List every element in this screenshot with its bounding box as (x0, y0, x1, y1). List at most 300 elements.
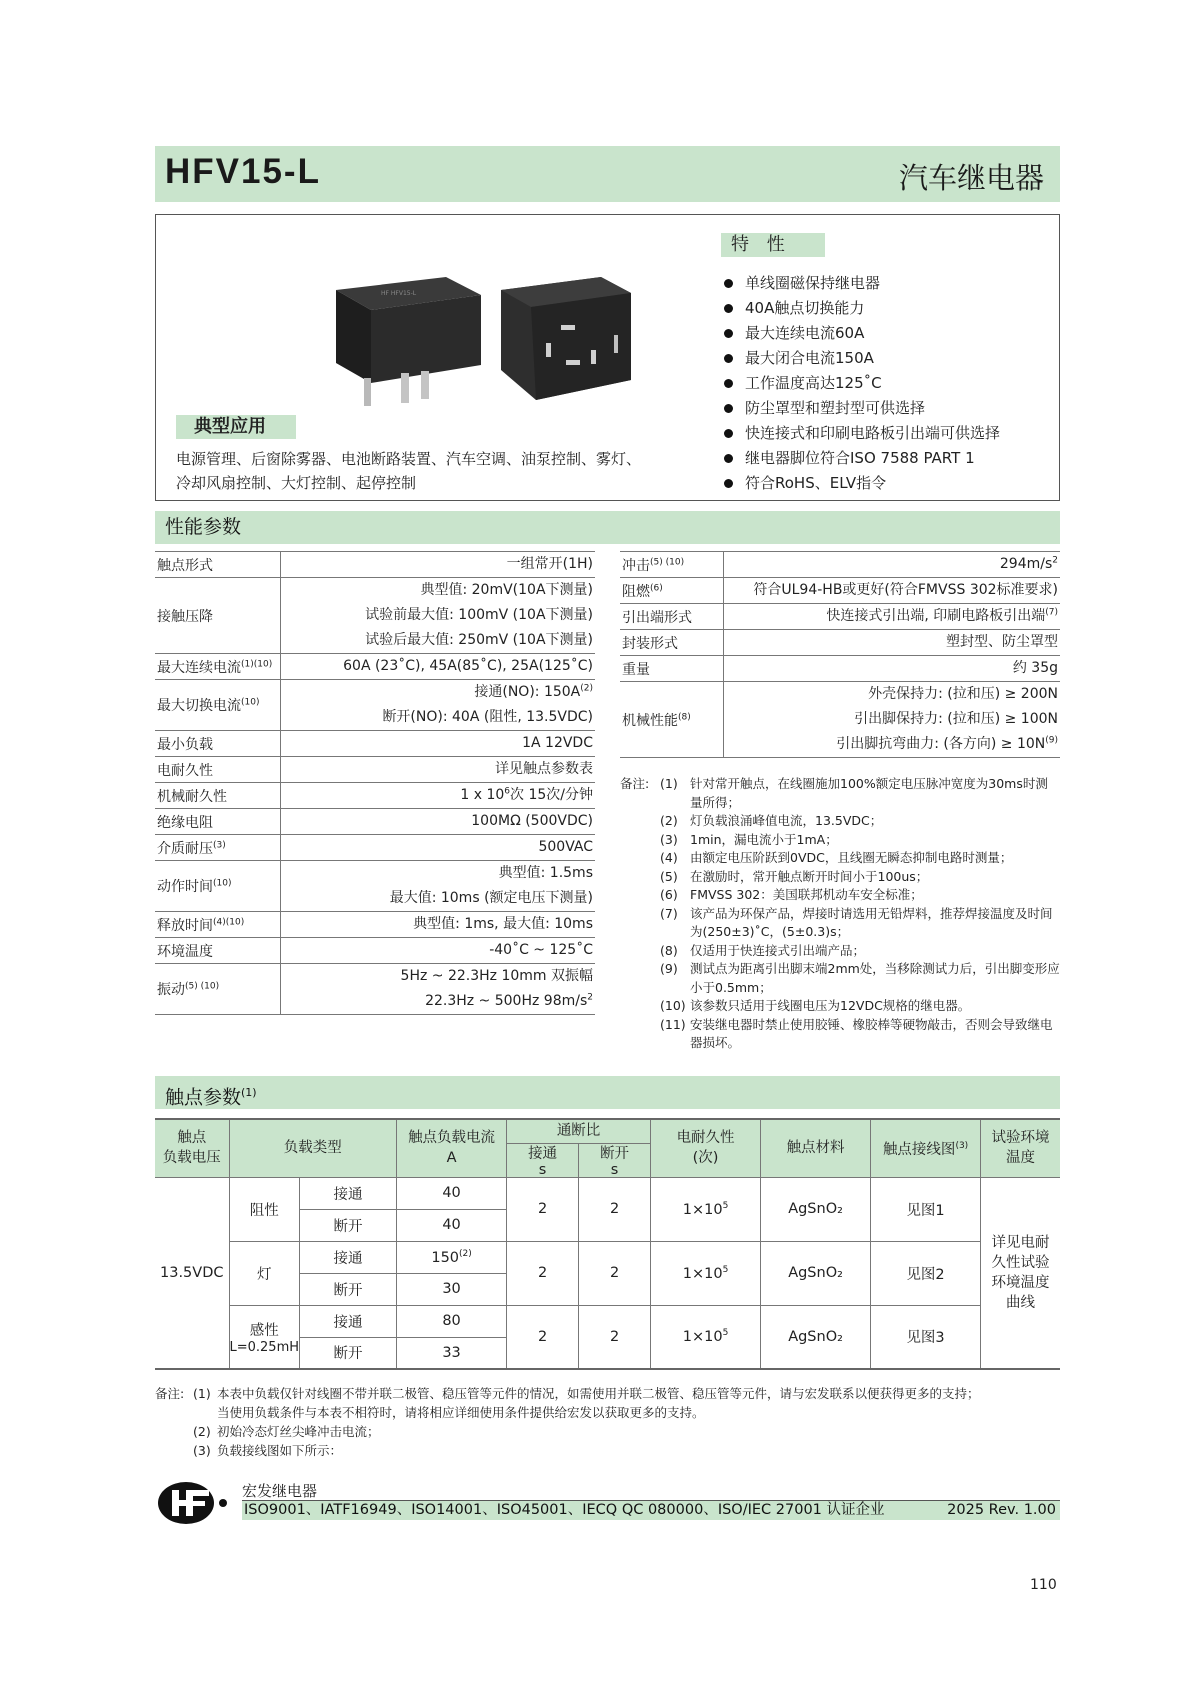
section-contact (155, 1076, 1060, 1109)
contact-material: AgSnO₂ (761, 1305, 871, 1369)
perf-label-text: 封装形式 (622, 635, 678, 652)
contact-material: AgSnO₂ (761, 1177, 871, 1241)
perf-value-text: 一组常开(1H) (506, 556, 593, 572)
perf-value-line (283, 603, 594, 628)
perf-label-sup: (5) (10) (650, 556, 685, 567)
note-number (193, 1403, 217, 1422)
endurance (651, 1241, 761, 1305)
on-label: 接通 (300, 1241, 397, 1273)
perf-value-text: 快连接式引出端, 印刷电路板引出端 (826, 608, 1046, 624)
feature-text: 最大连续电流60A (745, 324, 865, 342)
note-item (620, 960, 1060, 997)
note-number: (9) (660, 961, 678, 976)
perf-row (620, 682, 1060, 758)
note-number: (1) (193, 1386, 211, 1401)
contact-row (155, 1305, 1060, 1337)
perf-row (155, 835, 595, 861)
perf-value-text: 试验后最大值: 250mV (10A下测量) (365, 632, 593, 648)
perf-label-text: 介质耐压 (157, 840, 213, 857)
note-prefix (620, 886, 660, 905)
perf-label (155, 731, 280, 757)
temp-note-line: 环境温度 (991, 1274, 1050, 1291)
perf-row (155, 912, 595, 938)
perf-value (280, 654, 595, 680)
perf-value-text: 500VAC (538, 839, 593, 855)
perf-label-text: 触点形式 (157, 557, 213, 574)
contact-row (155, 1241, 1060, 1273)
note-prefix (620, 868, 660, 887)
perf-value-line (283, 731, 594, 756)
note-item (620, 775, 1060, 812)
load-type (229, 1177, 300, 1241)
perf-row (155, 938, 595, 964)
on-current-sup: (2) (459, 1248, 472, 1259)
applications-line: 电源管理、后窗除雾器、电池断路装置、汽车空调、油泵控制、雾灯、 (176, 450, 642, 468)
perf-label (620, 578, 723, 604)
off-current: 40 (397, 1209, 507, 1241)
overview-box (155, 214, 1060, 501)
perf-value-line (283, 861, 594, 886)
note-prefix: 备注: (155, 1386, 185, 1401)
on-current-text: 80 (442, 1313, 461, 1329)
perf-label-text: 释放时间 (157, 917, 213, 934)
note-text: 初始冷态灯丝尖峰冲击电流； (217, 1424, 380, 1439)
off-label: 断开 (300, 1209, 397, 1241)
off-current: 33 (397, 1337, 507, 1369)
perf-label-text: 引出端形式 (622, 609, 692, 626)
perf-label-text: 机械耐久性 (157, 788, 227, 805)
endurance-text: 1×10 (682, 1329, 723, 1346)
note-prefix (620, 960, 660, 997)
perf-value-text: 22.3Hz ~ 500Hz 98m/s (425, 993, 588, 1009)
perf-value-sup: (9) (1045, 735, 1058, 746)
perf-value-text: 引出脚保持力: (拉和压) ≥ 100N (854, 711, 1058, 727)
perf-label-sup: (3) (213, 839, 226, 850)
perf-label-sup: (5) (10) (185, 981, 220, 992)
on-label: 接通 (300, 1305, 397, 1337)
perf-value-line (283, 680, 594, 705)
perf-row (155, 654, 595, 680)
perf-label (155, 654, 280, 680)
note-prefix (620, 812, 660, 831)
perf-value (280, 861, 595, 912)
bullet-icon (724, 279, 733, 288)
perf-value-text: 引出脚抗弯曲力: (各方向) ≥ 10N (836, 736, 1046, 752)
perf-row (155, 680, 595, 731)
perf-label (155, 552, 280, 578)
relay-photo (331, 265, 631, 410)
note-prefix (620, 1016, 660, 1053)
note-number: (8) (660, 942, 678, 958)
feature-text: 快连接式和印刷电路板引出端可供选择 (745, 424, 1001, 442)
header-ratio: 通断比 (507, 1119, 651, 1143)
on-time: 2 (507, 1177, 579, 1241)
perf-label-sup: (8) (678, 711, 691, 722)
perf-value-sup: (2) (580, 683, 593, 694)
perf-value (723, 578, 1060, 604)
endurance-text: 1×10 (682, 1201, 723, 1218)
on-current-text: 150 (431, 1249, 460, 1266)
perf-value-line (283, 989, 594, 1014)
perf-value-text: 符合UL94-HB或更好(符合FMVSS 302标准要求) (753, 582, 1058, 598)
perf-label (155, 783, 280, 809)
header-load-type: 负载类型 (229, 1119, 397, 1177)
note-number: (2) (660, 813, 678, 828)
temp-note-line: 详见电耐 (991, 1234, 1050, 1251)
note-text: 该产品为环保产品，焊接时请选用无铅焊料，推荐焊接温度及时间为(250±3)˚C，(5±0.3)s； (690, 905, 1053, 939)
header-endurance: 电耐久性 (次) (651, 1119, 761, 1177)
contact-notes (155, 1384, 1060, 1460)
perf-value-line (726, 656, 1059, 681)
feature-text: 工作温度高达125˚C (745, 374, 882, 392)
revision: 2025 Rev. 1.00 (947, 1502, 1056, 1518)
note-text: 仅适用于快连接式引出端产品； (690, 942, 866, 958)
wiring-diagram: 见图3 (871, 1305, 981, 1369)
off-time: 2 (579, 1305, 651, 1369)
note-item (620, 997, 1060, 1016)
perf-label (155, 680, 280, 731)
hf-logo-icon (156, 1480, 232, 1526)
perf-value (280, 578, 595, 654)
perf-label (155, 938, 280, 964)
perf-row (620, 604, 1060, 630)
perf-value-sup: 2 (1052, 555, 1058, 566)
perf-row (155, 731, 595, 757)
perf-value (280, 912, 595, 938)
contact-material: AgSnO₂ (761, 1241, 871, 1305)
perf-label (155, 964, 280, 1015)
perf-value-line (283, 578, 594, 603)
on-time: 2 (507, 1305, 579, 1369)
perf-row (155, 783, 595, 809)
perf-label-text: 电耐久性 (157, 762, 213, 779)
on-current (397, 1177, 507, 1209)
perf-row (155, 578, 595, 654)
perf-value (280, 757, 595, 783)
features-list (721, 271, 1000, 496)
perf-label-text: 振动 (157, 982, 185, 998)
perf-value-line (283, 552, 594, 577)
perf-label-text: 机械性能 (622, 712, 678, 729)
perf-label-sup: (10) (241, 697, 260, 708)
contact-table (155, 1118, 1060, 1370)
note-item (620, 942, 1060, 961)
perf-label (620, 656, 723, 682)
wiring-diagram: 见图2 (871, 1241, 981, 1305)
note-item (620, 831, 1060, 850)
perf-value-text: 塑封型、防尘罩型 (946, 634, 1058, 650)
header-on: 接通 s (507, 1143, 579, 1177)
perf-value (280, 731, 595, 757)
load-type-text: 阻性 (249, 1202, 279, 1219)
perf-value-text: 外壳保持力: (拉和压) ≥ 200N (868, 686, 1058, 702)
perf-value-line (726, 552, 1059, 577)
perf-label (155, 912, 280, 938)
note-text: 由额定电压阶跃到0VDC，且线圈无瞬态抑制电路时测量； (690, 850, 1013, 865)
note-text: FMVSS 302：美国联邦机动车安全标准； (690, 887, 923, 902)
note-item (155, 1422, 1060, 1441)
note-text: 测试点为距离引出脚末端2mm处，当移除测试力后，引出脚变形应小于0.5mm； (690, 961, 1060, 995)
note-text: 在激励时，常开触点断开时间小于100us； (690, 868, 929, 884)
perf-label-text: 环境温度 (157, 943, 213, 960)
perf-value-text: 1A 12VDC (522, 735, 593, 751)
bullet-icon (724, 404, 733, 413)
perf-label-text: 冲击 (622, 557, 650, 574)
off-label: 断开 (300, 1337, 397, 1369)
perf-value-line (283, 654, 594, 679)
feature-text: 40A触点切换能力 (745, 299, 865, 317)
note-number: (10) (660, 998, 686, 1013)
note-item (620, 905, 1060, 942)
header-current: 触点负载电流 A (397, 1119, 507, 1177)
off-time: 2 (579, 1177, 651, 1241)
header-temp: 试验环境 温度 (981, 1119, 1060, 1177)
feature-text: 防尘罩型和塑封型可供选择 (745, 399, 926, 417)
perf-value-text: 典型值: 1.5ms (498, 865, 593, 881)
perf-value-text: 100MΩ (500VDC) (471, 813, 593, 829)
perf-value-line (283, 964, 594, 989)
perf-value-line (726, 604, 1059, 629)
endurance (651, 1177, 761, 1241)
perf-value-text: 接通(NO): 150A (474, 684, 581, 700)
section-title: 性能参数 (165, 516, 242, 538)
note-text: 安装继电器时禁止使用胶锤、橡胶棒等硬物敲击，否则会导致继电器损坏。 (690, 1016, 1053, 1050)
off-current: 30 (397, 1273, 507, 1305)
company-name: 宏发继电器 (242, 1482, 318, 1500)
header-material: 触点材料 (761, 1119, 871, 1177)
header-off: 断开 s (579, 1143, 651, 1177)
perf-label-sup: (1)(10) (241, 658, 273, 669)
note-prefix: 备注: (620, 776, 650, 791)
feature-item (721, 271, 1000, 296)
note-item (620, 886, 1060, 905)
temp-note-line: 久性试验 (991, 1254, 1050, 1271)
model-title: HFV15-L (165, 152, 321, 191)
load-type-text: 感性 (249, 1322, 279, 1339)
perf-row (155, 861, 595, 912)
perf-label-text: 最大连续电流 (157, 659, 241, 676)
cert-bar (242, 1500, 1060, 1520)
note-prefix (155, 1441, 193, 1460)
feature-item (721, 396, 1000, 421)
note-number: (3) (193, 1443, 211, 1458)
note-number: (1) (660, 776, 678, 791)
perf-value-sup: 2 (587, 992, 593, 1003)
feature-text: 符合RoHS、ELV指令 (745, 474, 887, 492)
perf-row (155, 757, 595, 783)
section-title-sup: (1) (241, 1086, 257, 1099)
note-item (620, 868, 1060, 887)
perf-value-sup: (7) (1045, 607, 1058, 618)
applications-text (176, 447, 676, 495)
on-time: 2 (507, 1241, 579, 1305)
perf-value-text: 5Hz ~ 22.3Hz 10mm 双振幅 (400, 968, 593, 984)
perf-row (620, 552, 1060, 578)
perf-value-text: 断开(NO): 40A (阻性, 13.5VDC) (382, 709, 593, 725)
perf-value-text: 60A (23˚C), 45A(85˚C), 25A(125˚C) (343, 658, 593, 674)
perf-value-line (283, 783, 594, 808)
perf-label (155, 578, 280, 654)
perf-value (280, 964, 595, 1015)
note-number: (3) (660, 831, 678, 847)
note-prefix (620, 831, 660, 850)
load-type-sub: L=0.25mH (229, 1339, 300, 1355)
section-title: 触点参数 (165, 1086, 242, 1109)
perf-label-text: 阻燃 (622, 583, 650, 600)
bullet-icon (724, 304, 733, 313)
bullet-icon (724, 379, 733, 388)
perf-row (155, 552, 595, 578)
perf-label (620, 604, 723, 630)
feature-item (721, 321, 1000, 346)
perf-value (280, 552, 595, 578)
perf-value (280, 809, 595, 835)
perf-value-line (726, 682, 1059, 707)
header-voltage: 触点 负载电压 (155, 1119, 229, 1177)
note-text: 1min，漏电流小于1mA； (690, 831, 838, 847)
perf-value-line (726, 732, 1059, 757)
on-current (397, 1305, 507, 1337)
endurance-sup: 5 (722, 1264, 729, 1275)
perf-value-text: 详见触点参数表 (495, 761, 593, 777)
note-prefix (620, 849, 660, 868)
perf-label (155, 835, 280, 861)
perf-value-text: -40˚C ~ 125˚C (489, 942, 593, 958)
note-number: (4) (660, 850, 678, 865)
perf-value-sup: 6 (504, 786, 511, 797)
certifications: ISO9001、IATF16949、ISO14001、ISO45001、IECQ QC 080000、ISO/IEC 27001 认证企业 (244, 1502, 885, 1518)
perf-value (723, 604, 1060, 630)
features-title: 特 性 (721, 233, 825, 257)
note-prefix (155, 1403, 193, 1422)
product-type: 汽车继电器 (898, 161, 1044, 195)
perf-value (723, 682, 1060, 758)
note-item (620, 1016, 1060, 1053)
perf-value (280, 938, 595, 964)
perf-label (620, 682, 723, 758)
perf-label-text: 最大切换电流 (157, 698, 241, 714)
contact-row (155, 1177, 1060, 1209)
perf-value-text: 典型值: 1ms, 最大值: 10ms (413, 916, 593, 932)
perf-row (620, 656, 1060, 682)
feature-text: 继电器脚位符合ISO 7588 PART 1 (745, 449, 975, 467)
feature-item (721, 371, 1000, 396)
temp-note-line: 曲线 (1006, 1294, 1036, 1311)
feature-item (721, 421, 1000, 446)
performance-table-right (620, 551, 1060, 758)
performance-table-left (155, 551, 595, 1015)
svg-text:HF HFV15-L: HF HFV15-L (381, 290, 417, 297)
perf-value-line (283, 705, 594, 730)
perf-row (155, 964, 595, 1015)
note-number: (7) (660, 905, 678, 921)
perf-label (620, 552, 723, 578)
note-number: (11) (660, 1016, 686, 1032)
perf-value (280, 680, 595, 731)
endurance-text: 1×10 (682, 1265, 723, 1282)
perf-label (155, 809, 280, 835)
feature-item (721, 471, 1000, 496)
note-text: 本表中负载仅针对线圈不带并联二极管、稳压管等元件的情况，如需使用并联二极管、稳压管等元件，请与宏发联系以便获得更多的支持； (217, 1386, 980, 1401)
perf-value-line (726, 630, 1059, 655)
off-label: 断开 (300, 1273, 397, 1305)
feature-item (721, 296, 1000, 321)
bullet-icon (724, 454, 733, 463)
note-number: (2) (193, 1424, 211, 1439)
perf-value (723, 630, 1060, 656)
perf-value-line (283, 757, 594, 782)
load-type-text: 灯 (257, 1266, 272, 1283)
temp-note (981, 1177, 1060, 1369)
note-item (155, 1384, 1060, 1403)
perf-value-text: 次 15次/分钟 (510, 787, 593, 803)
perf-value-text: 典型值: 20mV(10A下测量) (420, 582, 593, 598)
on-current (397, 1241, 507, 1273)
note-text: 负载接线图如下所示： (217, 1443, 343, 1458)
note-item (620, 812, 1060, 831)
perf-label-text: 重量 (622, 661, 650, 678)
perf-value-line (726, 707, 1059, 732)
feature-item (721, 346, 1000, 371)
perf-label (620, 630, 723, 656)
perf-value-text: 1 x 10 (460, 787, 505, 803)
perf-label-sup: (4)(10) (213, 916, 245, 927)
header-diagram: 触点接线图$^{(3)}$ (871, 1119, 981, 1177)
bullet-icon (724, 329, 733, 338)
perf-label (155, 757, 280, 783)
note-text: 灯负载浪涌峰值电流，13.5VDC； (690, 813, 883, 828)
perf-value-line (283, 835, 594, 860)
performance-notes (620, 775, 1060, 1053)
note-prefix (620, 997, 660, 1016)
perf-value-text: 试验前最大值: 100mV (10A下测量) (365, 607, 593, 623)
perf-label-sup: (6) (650, 582, 663, 593)
section-performance (155, 511, 1060, 544)
perf-value (723, 656, 1060, 682)
feature-text: 单线圈磁保持继电器 (745, 274, 881, 292)
bullet-icon (724, 429, 733, 438)
note-number: (5) (660, 868, 678, 884)
on-current-text: 40 (442, 1185, 461, 1201)
feature-text: 最大闭合电流150A (745, 349, 874, 367)
note-text: 针对常开触点，在线圈施加100%额定电压脉冲宽度为30ms时测量所得； (690, 776, 1048, 810)
perf-value-line (283, 809, 594, 834)
applications-line: 冷却风扇控制、大灯控制、起停控制 (176, 474, 417, 492)
perf-label (155, 861, 280, 912)
bullet-icon (724, 354, 733, 363)
applications-title: 典型应用 (176, 415, 296, 439)
note-item (155, 1441, 1060, 1460)
load-type (229, 1305, 300, 1369)
perf-value-line (283, 628, 594, 653)
perf-value (280, 783, 595, 809)
endurance-sup: 5 (722, 1328, 729, 1339)
endurance (651, 1305, 761, 1369)
note-prefix (155, 1422, 193, 1441)
perf-label-text: 绝缘电阻 (157, 814, 213, 831)
perf-label-text: 最小负载 (157, 736, 213, 753)
on-label: 接通 (300, 1177, 397, 1209)
note-item (155, 1403, 1060, 1422)
perf-value-line (283, 938, 594, 963)
note-prefix (620, 942, 660, 961)
feature-item (721, 446, 1000, 471)
note-item (620, 849, 1060, 868)
title-bar (155, 146, 1060, 202)
perf-value-text: 最大值: 10ms (额定电压下测量) (389, 890, 593, 906)
endurance-sup: 5 (722, 1200, 729, 1211)
perf-value-line (283, 886, 594, 911)
